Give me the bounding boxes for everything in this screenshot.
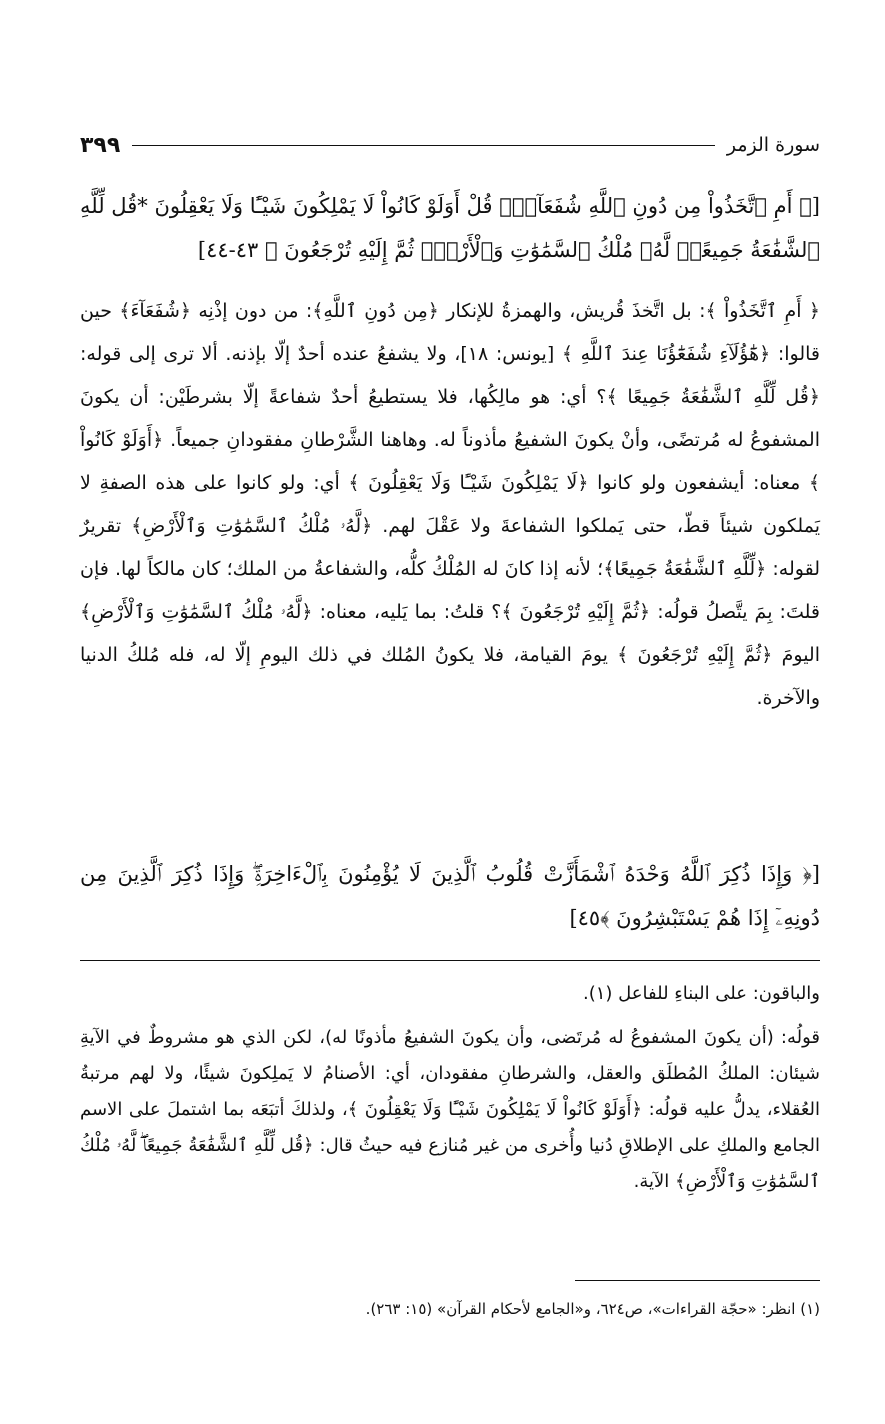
- margin-separator: [80, 960, 820, 961]
- footnote-text: (١) انظر: «حجّة القراءات»، ص٦٢٤، و«الجامع لأحكام القرآن» (١٥: ٢٦٣).: [365, 1300, 820, 1318]
- footnote: [80, 1296, 820, 1322]
- verse-43-44: [80, 184, 820, 272]
- commentary-43-44: [80, 290, 820, 720]
- footnote-separator: [575, 1280, 820, 1281]
- page-header: [80, 125, 820, 165]
- margin-note-paragraph: قولُه: (أن يكونَ المشفوعُ له مُرتَضى، وأن يكونَ الشفيعُ مأذونًا له)، لكن الذي هو مشروطٌ في الآيةِ شيئان: الملكُ المُطلَق والعقل، والشرطانِ مفقودان، أي: الأصنامُ لا يَملِكونَ شيئًا، ولا لهم مرتبةُ العُقلاء، يدلُّ عليه قولُه: ﴿أَوَلَوْ كَانُواْ لَا يَمْلِكُونَ شَيْـًٔا وَلَا يَعْقِلُونَ ﴾، ولذلكَ أتبَعَه بما اشتملَ على الاسم الجامع والملكِ على الإطلاقِ دُنيا وأُخرى من غير مُنازع فيه حيثُ قال: ﴿قُل لِّلَّهِ ٱلشَّفَٰعَةُ جَمِيعًاۖ لَّهُۥ مُلْكُ ٱلسَّمَٰوَٰتِ وَٱلْأَرْضِ﴾ الآية.: [80, 1027, 820, 1192]
- header-rule: [132, 145, 715, 146]
- margin-notes: [80, 976, 820, 1200]
- margin-note-line: والباقون: على البناءِ للفاعل (١).: [582, 983, 820, 1004]
- verse-text: [﴿ أَمِ ٱتَّخَذُواْ مِن دُونِ ٱللَّهِ شُفَعَآءَۚ قُلْ أَوَلَوْ كَانُواْ لَا يَمْلِكُونَ شَيْـًٔا وَلَا يَعْقِلُونَ *قُل لِّلَّهِ ٱلشَّفَٰعَةُ جَمِيعًاۖ لَّهُۥ مُلْكُ ٱلسَّمَٰوَٰتِ وَٱلْأَرْضِۖ ثُمَّ إِلَيْهِ تُرْجَعُونَ ﴾ ٤٣-٤٤]: [80, 194, 820, 262]
- commentary-text: ﴿ أَمِ ٱتَّخَذُواْ ﴾: بل اتَّخذَ قُريش، والهمزةُ للإنكار ﴿مِن دُونِ ٱللَّهِ﴾: من دون إذْنِه ﴿شُفَعَآءَ﴾ حين قالوا: ﴿هَٰٓؤُلَآءِ شُفَعَٰٓؤُنَا عِندَ ٱللَّهِ ﴾ [يونس: ١٨]، ولا يشفعُ عنده أحدٌ إلّا بإذنه. ألا ترى إلى قوله: ﴿قُل لِّلَّهِ ٱلشَّفَٰعَةُ جَمِيعًا ﴾؟ أي: هو مالِكُها، فلا يستطيعُ أحدٌ شفاعةً إلّا بشرطَيْن: أن يكونَ المشفوعُ له مُرتضًى، وأنْ يكونَ الشفيعُ مأذوناً له. وهاهنا الشَّرْطانِ مفقودانِ جميعاً. ﴿أَوَلَوْ كَانُواْ ﴾ معناه: أيشفعون ولو كانوا ﴿لَا يَمْلِكُونَ شَيْـًٔا وَلَا يَعْقِلُونَ ﴾ أي: ولو كانوا على هذه الصفةِ لا يَملكون شيئاً قطّ، حتى يَملكوا الشفاعةَ ولا عَقْلَ لهم. ﴿لَّهُۥ مُلْكُ ٱلسَّمَٰوَٰتِ وَٱلْأَرْضِ﴾ تقريرٌ لقوله: ﴿لِّلَّهِ ٱلشَّفَٰعَةُ جَمِيعًا﴾؛ لأنه إذا كانَ له المُلْكُ كلُّه، والشفاعةُ من الملك؛ كان مالكاً لها. فإن قلتَ: بِمَ يتَّصلُ قولُه: ﴿ثُمَّ إِلَيْهِ تُرْجَعُونَ ﴾؟ قلتُ: بما يَليه، معناه: ﴿لَّهُۥ مُلْكُ ٱلسَّمَٰوَٰتِ وَٱلْأَرْضِ﴾ اليومَ ﴿ثُمَّ إِلَيْهِ تُرْجَعُونَ ﴾ يومَ القيامة، فلا يكونُ المُلك في ذلك اليومِ إلّا له، فله مُلكُ الدنيا والآخرة.: [80, 300, 821, 709]
- verse-text: [﴿ وَإِذَا ذُكِرَ ٱللَّهُ وَحْدَهُ ٱشْمَأَزَّتْ قُلُوبُ ٱلَّذِينَ لَا يُؤْمِنُونَ بِٱلْءَاخِرَةِۖ وَإِذَا ذُكِرَ ٱلَّذِينَ مِن دُونِهِۦٓ إِذَا هُمْ يَسْتَبْشِرُونَ ﴾٤٥]: [80, 862, 820, 930]
- surah-name: سورة الزمر: [726, 134, 820, 156]
- page-number: ٣٩٩: [80, 132, 121, 158]
- verse-45: [80, 852, 820, 940]
